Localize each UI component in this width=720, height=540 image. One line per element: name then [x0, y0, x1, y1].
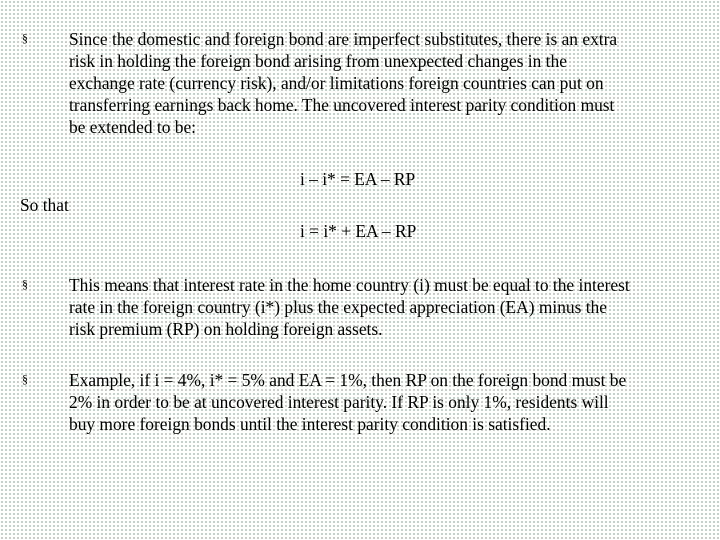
- so-that-label: So that: [20, 195, 69, 215]
- text-line: 2% in order to be at uncovered interest parity. If RP is only 1%, residents will: [69, 392, 609, 412]
- equation-uip-extended: i – i* = EA – RP: [300, 169, 416, 189]
- equation-interest-rate: i = i* + EA – RP: [300, 221, 417, 241]
- bullet-marker: §: [22, 277, 28, 291]
- bullet-marker: §: [22, 31, 28, 45]
- text-line: exchange rate (currency risk), and/or limitations foreign countries can put on: [69, 73, 604, 93]
- text-line: buy more foreign bonds until the interest parity condition is satisfied.: [69, 414, 551, 434]
- text-line: Example, if i = 4%, i* = 5% and EA = 1%, then RP on the foreign bond must be: [69, 370, 627, 390]
- text-line: transferring earnings back home. The uncovered interest parity condition must: [69, 95, 615, 115]
- text-line: risk premium (RP) on holding foreign assets.: [69, 319, 383, 339]
- text-line: Since the domestic and foreign bond are imperfect substitutes, there is an extra: [69, 29, 618, 49]
- text-line: rate in the foreign country (i*) plus the expected appreciation (EA) minus the: [69, 297, 607, 317]
- bullet-text: [69, 369, 719, 435]
- text-line: risk in holding the foreign bond arising from unexpected changes in the: [69, 51, 567, 71]
- text-line: be extended to be:: [69, 117, 196, 137]
- text-line: This means that interest rate in the home country (i) must be equal to the interest: [69, 275, 630, 295]
- bullet-text: [69, 28, 719, 138]
- bullet-marker: §: [22, 372, 28, 386]
- bullet-text: [69, 274, 719, 340]
